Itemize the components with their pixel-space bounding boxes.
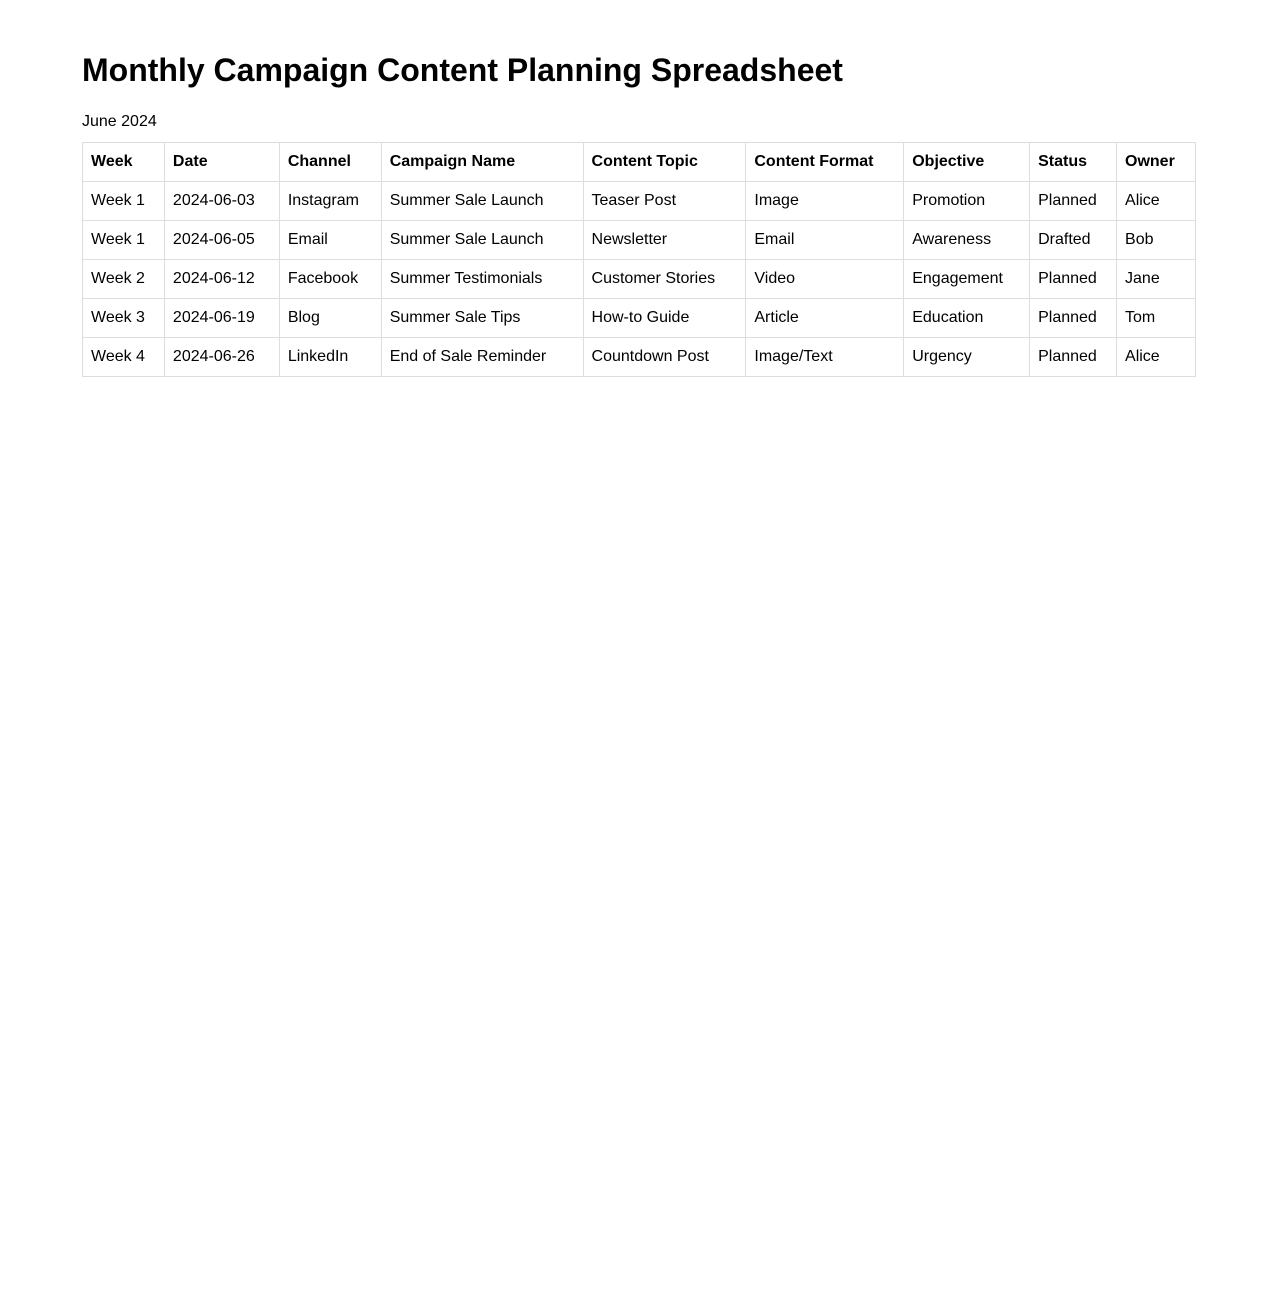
content-plan-table <box>82 142 1196 377</box>
cell-date: 2024-06-19 <box>164 299 279 338</box>
cell-content-topic: Countdown Post <box>583 338 746 377</box>
cell-channel: Email <box>279 221 381 260</box>
cell-status: Drafted <box>1030 221 1117 260</box>
table-header-row <box>83 143 1196 182</box>
cell-owner: Tom <box>1117 299 1196 338</box>
cell-channel: Instagram <box>279 182 381 221</box>
table-row <box>83 260 1196 299</box>
cell-date: 2024-06-03 <box>164 182 279 221</box>
cell-campaign-name: Summer Sale Tips <box>381 299 583 338</box>
cell-owner: Alice <box>1117 182 1196 221</box>
header-date: Date <box>164 143 279 182</box>
header-campaign-name: Campaign Name <box>381 143 583 182</box>
cell-owner: Bob <box>1117 221 1196 260</box>
cell-content-format: Email <box>746 221 904 260</box>
cell-date: 2024-06-05 <box>164 221 279 260</box>
cell-week: Week 2 <box>83 260 165 299</box>
cell-date: 2024-06-26 <box>164 338 279 377</box>
header-content-topic: Content Topic <box>583 143 746 182</box>
cell-content-format: Image/Text <box>746 338 904 377</box>
header-objective: Objective <box>904 143 1030 182</box>
cell-objective: Promotion <box>904 182 1030 221</box>
table-row <box>83 221 1196 260</box>
cell-status: Planned <box>1030 182 1117 221</box>
cell-content-format: Article <box>746 299 904 338</box>
cell-status: Planned <box>1030 260 1117 299</box>
table-row <box>83 338 1196 377</box>
cell-channel: Blog <box>279 299 381 338</box>
cell-content-topic: Newsletter <box>583 221 746 260</box>
cell-owner: Alice <box>1117 338 1196 377</box>
cell-content-topic: How-to Guide <box>583 299 746 338</box>
cell-campaign-name: Summer Sale Launch <box>381 221 583 260</box>
header-week: Week <box>83 143 165 182</box>
cell-objective: Engagement <box>904 260 1030 299</box>
cell-content-topic: Teaser Post <box>583 182 746 221</box>
cell-content-topic: Customer Stories <box>583 260 746 299</box>
cell-channel: Facebook <box>279 260 381 299</box>
cell-channel: LinkedIn <box>279 338 381 377</box>
table-row <box>83 299 1196 338</box>
cell-week: Week 1 <box>83 182 165 221</box>
cell-owner: Jane <box>1117 260 1196 299</box>
header-status: Status <box>1030 143 1117 182</box>
cell-week: Week 1 <box>83 221 165 260</box>
cell-content-format: Video <box>746 260 904 299</box>
cell-objective: Education <box>904 299 1030 338</box>
header-owner: Owner <box>1117 143 1196 182</box>
cell-status: Planned <box>1030 338 1117 377</box>
cell-date: 2024-06-12 <box>164 260 279 299</box>
cell-content-format: Image <box>746 182 904 221</box>
cell-objective: Urgency <box>904 338 1030 377</box>
period-label: June 2024 <box>82 113 157 130</box>
page <box>0 0 1278 377</box>
table-row <box>83 182 1196 221</box>
cell-campaign-name: Summer Sale Launch <box>381 182 583 221</box>
header-content-format: Content Format <box>746 143 904 182</box>
cell-week: Week 4 <box>83 338 165 377</box>
cell-campaign-name: End of Sale Reminder <box>381 338 583 377</box>
cell-objective: Awareness <box>904 221 1030 260</box>
cell-campaign-name: Summer Testimonials <box>381 260 583 299</box>
cell-week: Week 3 <box>83 299 165 338</box>
page-title: Monthly Campaign Content Planning Spreadsheet <box>82 52 843 88</box>
header-channel: Channel <box>279 143 381 182</box>
cell-status: Planned <box>1030 299 1117 338</box>
